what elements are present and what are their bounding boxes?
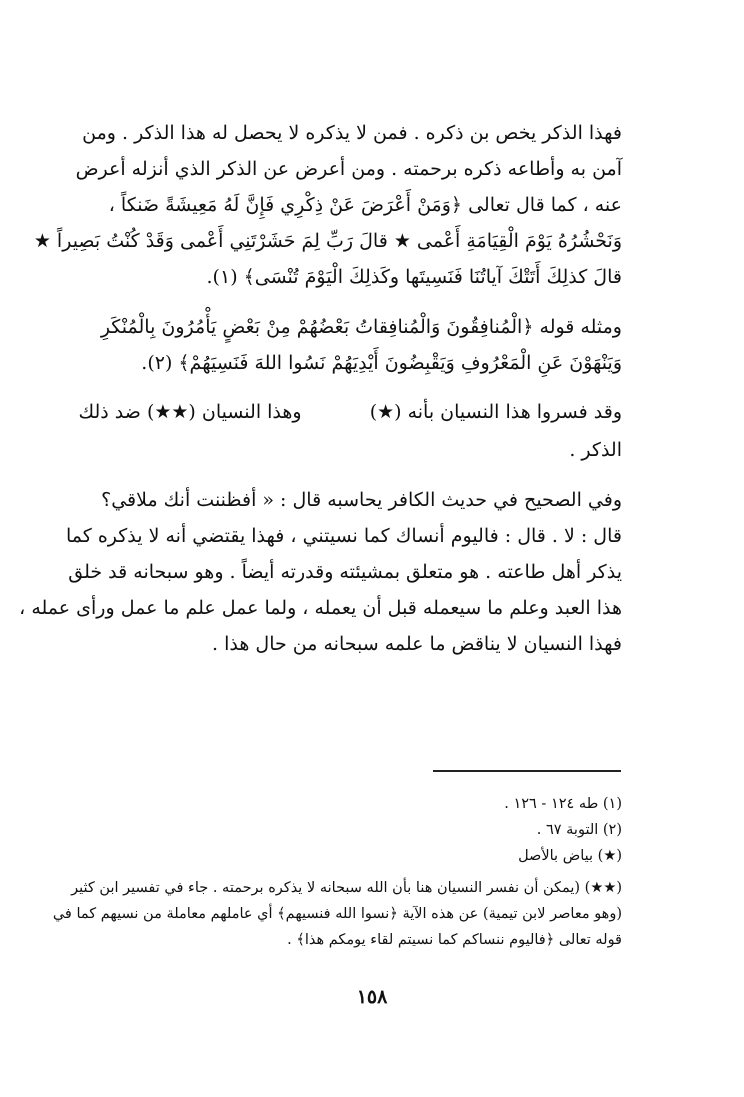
- paragraph3-part-2: وهذا النسيان (★★) ضد ذلك: [78, 401, 302, 423]
- footnote-2: (٢) التوبة ٦٧ .: [536, 822, 622, 838]
- footnote-1: (١) طه ١٢٤ - ١٢٦ .: [504, 796, 622, 812]
- paragraph1-line-4: وَنَحْشُرُهُ يَوْمَ الْقِيَامَةِ أَعْمى ★ قالَ رَبِّ لِمَ حَشَرْتَنِي أَعْمى وَقَدْ كُنْتُ بَصِيراً ★: [33, 230, 622, 252]
- footnote-4-line-2: (وهو معاصر لابن تيمية) عن هذه الآية ﴿نسوا الله فنسيهم﴾ أي عاملهم معاملة من نسيهم كما في: [52, 906, 622, 922]
- paragraph2-line-1: ومثله قوله ﴿الْمُنافِقُونَ وَالْمُنافِقاتُ بَعْضُهُمْ مِنْ بَعْضٍ يَأْمُرُونَ بِالْمُنْكَرِ: [100, 316, 622, 338]
- paragraph4-line-1: وفي الصحيح في حديث الكافر يحاسبه قال : « أفظننت أنك ملاقي؟: [101, 489, 622, 511]
- paragraph4-line-4: هذا العبد وعلم ما سيعمله قبل أن يعمله ، ولما عمل علم ما عمل ورأى عمله ،: [19, 597, 622, 619]
- paragraph2-line-2: وَيَنْهَوْنَ عَنِ الْمَعْرُوفِ وَيَقْبِضُونَ أَيْدِيَهُمْ نَسُوا اللهَ فَنَسِيَهُمْ﴾ (٢).: [141, 352, 622, 374]
- paragraph1-line-5: قالَ كذلِكَ أَتَتْكَ آياتُنَا فَنَسِيتَها وكَذلِكَ الْيَوْمَ تُنْسَى﴾ (١).: [206, 266, 622, 288]
- paragraph3-line-2: الذكر .: [569, 439, 622, 461]
- paragraph3-part-1: وقد فسروا هذا النسيان بأنه (★): [369, 401, 622, 423]
- paragraph3-line-1: [78, 398, 622, 426]
- footnote-separator: [433, 770, 621, 772]
- paragraph1-line-2: آمن به وأطاعه ذكره برحمته . ومن أعرض عن الذكر الذي أنزله أعرض: [75, 158, 622, 180]
- footnote-3: (★) بياض بالأصل: [518, 848, 622, 864]
- paragraph4-line-5: فهذا النسيان لا يناقض ما علمه سبحانه من حال هذا .: [212, 633, 622, 655]
- paragraph4-line-2: قال : لا . قال : فاليوم أنساك كما نسيتني ، فهذا يقتضي أنه لا يذكره كما: [65, 525, 622, 547]
- paragraph1-line-1: فهذا الذكر يخص بن ذكره . فمن لا يذكره لا يحصل له هذا الذكر . ومن: [82, 122, 622, 144]
- page-number: ١٥٨: [356, 986, 388, 1008]
- paragraph4-line-3: يذكر أهل طاعته . هو متعلق بمشيئته وقدرته أيضاً . وهو سبحانه قد خلق: [68, 561, 622, 583]
- footnote-4-line-3: قوله تعالى ﴿فاليوم ننساكم كما نسيتم لقاء يومكم هذا﴾ .: [287, 932, 622, 948]
- footnote-4-line-1: (★★) (يمكن أن نفسر النسيان هنا بأن الله سبحانه لا يذكره برحمته . جاء في تفسير ابن كثير: [71, 880, 622, 896]
- paragraph1-line-3: عنه ، كما قال تعالى ﴿وَمَنْ أَعْرَضَ عَنْ ذِكْرِي فَإِنَّ لَهُ مَعِيشَةً ضَنكاً ،: [108, 194, 622, 216]
